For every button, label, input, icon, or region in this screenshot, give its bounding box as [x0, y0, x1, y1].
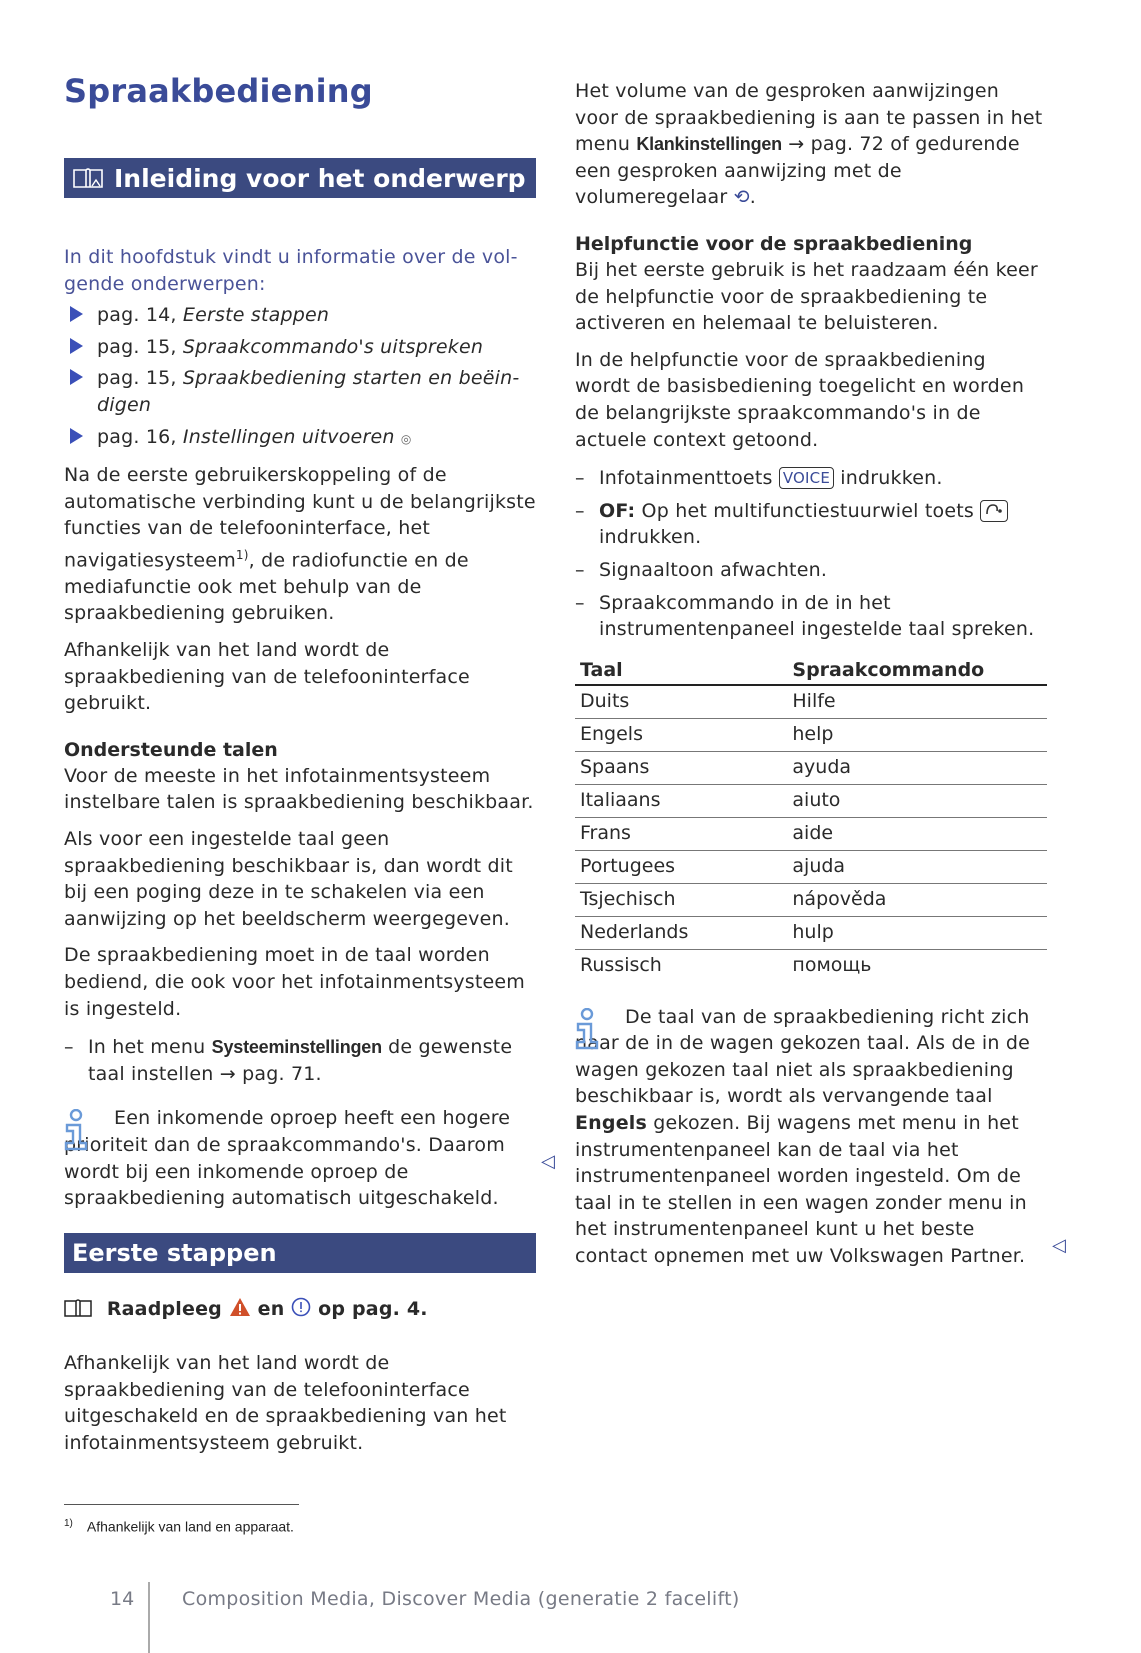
column-header-language: Taal [575, 657, 787, 685]
paragraph-languages: Voor de meeste in het infotainmentsysteem instelbare talen is spraakbediening beschikbaar. [64, 764, 534, 814]
book-icon [72, 166, 104, 190]
voice-command-table [575, 657, 1047, 982]
table-row: Frans aide [575, 817, 1047, 850]
table-row: Nederlands hulp [575, 916, 1047, 949]
intro-line-1: In dit hoofdstuk vindt u informatie over de vol- [64, 246, 518, 268]
step-steering-wheel: – OF: Op het multifunctiestuurwiel toets indrukken. [575, 498, 1047, 551]
book-icon [64, 1298, 92, 1326]
heading-supported-languages: Ondersteunde talen [64, 738, 278, 761]
menu-name: Klankinstellingen [636, 134, 782, 155]
topic-link-4[interactable]: pag. 16, Instellingen uitvoeren ◎ [64, 424, 538, 453]
step-wait-tone: – Signaaltoon afwachten. [575, 558, 828, 581]
triangle-bullet-icon [70, 306, 83, 322]
triangle-bullet-icon [70, 369, 83, 385]
step-press-voice: – Infotainmenttoets VOICE indrukken. [575, 467, 943, 490]
triangle-bullet-icon [70, 428, 83, 444]
left-column-intro [64, 244, 538, 1212]
section-end-marker-icon: ◁ [541, 1151, 555, 1172]
intro-line-2: gende onderwerpen: [64, 272, 266, 295]
section-header-first-steps [64, 1233, 536, 1273]
step-speak-command: – Spraakcommando in de in het instrumentenpaneel ingestelde taal spreken. [575, 591, 1035, 641]
section-end-marker-icon: ◁ [1052, 1235, 1066, 1256]
consult-warnings-line: Raadpleeg en op pag. 4. [64, 1296, 538, 1326]
table-row: Engels help [575, 718, 1047, 751]
section-title: Inleiding voor het onderwerp [114, 163, 526, 193]
table-row: Italiaans aiuto [575, 784, 1047, 817]
camera-settings-icon: ◎ [400, 431, 412, 446]
paragraph-volume: Het volume van de gesproken aanwijzingen voor de spraakbediening is aan te passen in het menu Klankinstellingen → pag. 72 of gedurende een gesproken aanwijzing met de volumeregelaar ⟲. [575, 80, 1043, 209]
footnote-divider [64, 1504, 299, 1505]
caution-circle-icon [291, 1297, 311, 1325]
table-row: Duits Hilfe [575, 685, 1047, 719]
info-note-incoming-call: Een inkomende oproep heeft een hogere prioriteit dan de spraakcommando's. Daarom wordt bij een inkomende oproep de spraakbediening automatisch uitgeschakeld. [64, 1107, 511, 1210]
voice-steering-key-icon[interactable] [980, 500, 1008, 522]
voice-key-button[interactable]: VOICE [779, 467, 834, 489]
footnote-ref: 1) [235, 547, 249, 562]
topic-link-2[interactable]: pag. 15, Spraakcommando's uitspreken [64, 334, 538, 361]
table-row: Russisch помощь [580, 953, 872, 976]
info-icon [64, 1109, 90, 1151]
heading-help-function: Helpfunctie voor de spraakbediening [575, 232, 973, 255]
paragraph-country: Afhankelijk van het land wordt de spraakbediening van de telefooninterface gebruikt. [64, 639, 470, 715]
volume-knob-icon: ⟲ [733, 186, 750, 209]
paragraph-help-first-use: Bij het eerste gebruik is het raadzaam één keer de helpfunctie voor de spraakbediening te activeren en helemaal te beluisteren. [575, 258, 1038, 335]
paragraph-help-content: In de helpfunctie voor de spraakbediening wordt de basisbediening toegelicht en worden de belangrijkste spraakcommando's in de actuele context getoond. [575, 348, 1025, 451]
topic-link-1[interactable]: pag. 14, Eerste stappen [64, 302, 538, 329]
footer-divider [148, 1582, 150, 1653]
table-header-row [575, 657, 1047, 685]
paragraph-first-steps: Afhankelijk van het land wordt de spraakbediening van de telefooninterface uitgeschakeld en de spraakbediening van het infotainmentsysteem gebruikt. [64, 1352, 507, 1454]
triangle-bullet-icon [70, 338, 83, 354]
paragraph-unavailable: Als voor een ingestelde taal geen spraakbediening beschikbaar is, dan wordt dit bij een poging deze in te schakelen via een aanwijzing op het beeldscherm weergegeven. [64, 828, 513, 930]
table-row: Spaans ayuda [575, 751, 1047, 784]
table-row: Portugees ajuda [575, 850, 1047, 883]
footer-manual-title: Composition Media, Discover Media (generatie 2 facelift) [182, 1588, 740, 1610]
table-row: Tsjechisch nápověda [575, 883, 1047, 916]
column-header-command: Spraakcommando [787, 657, 1047, 685]
paragraph-same-language: De spraakbediening moet in de taal worden bediend, die ook voor het infotainmentsysteem is ingesteld. [64, 944, 526, 1020]
page-title: Spraakbediening [64, 72, 373, 110]
right-column [575, 78, 1047, 1270]
menu-name: Systeeminstellingen [211, 1037, 382, 1058]
section-header-introduction [64, 158, 536, 198]
paragraph-connection: Na de eerste gebruikerskoppeling of de automatische verbinding kunt u de belangrijkste functies van de telefooninterface, het navigatiesysteem$^{1)}$, de radiofunctie en de mediafunctie ook met behulp van de spraakbediening gebruiken. [64, 464, 536, 625]
page-number: 14 [110, 1588, 135, 1610]
topic-link-3[interactable]: pag. 15, Spraakbediening starten en beëin-digen [64, 365, 538, 418]
step-set-language: – In het menu Systeeminstellingen de gewenste taal instellen → pag. 71. [64, 1036, 513, 1085]
warning-triangle-icon [229, 1297, 251, 1325]
footnote: $^{1)}$ Afhankelijk van land en apparaat. [64, 1518, 294, 1535]
info-icon [575, 1008, 601, 1050]
info-note-language: De taal van de spraakbediening richt zich naar de in de wagen gekozen taal. Als de in de wagen gekozen taal niet als spraakbediening beschikbaar is, wordt als vervangende taal Engels gekozen. Bij wagens met menu in het instrumentenpaneel kan de taal via het instrumentenpaneel worden ingesteld. Om de taal in te stellen in een wagen zonder menu in het instrumentenpaneel kunt u het beste contact opnemen met uw Volkswagen Partner. [575, 1005, 1030, 1268]
section-title: Eerste stappen [72, 1239, 277, 1267]
